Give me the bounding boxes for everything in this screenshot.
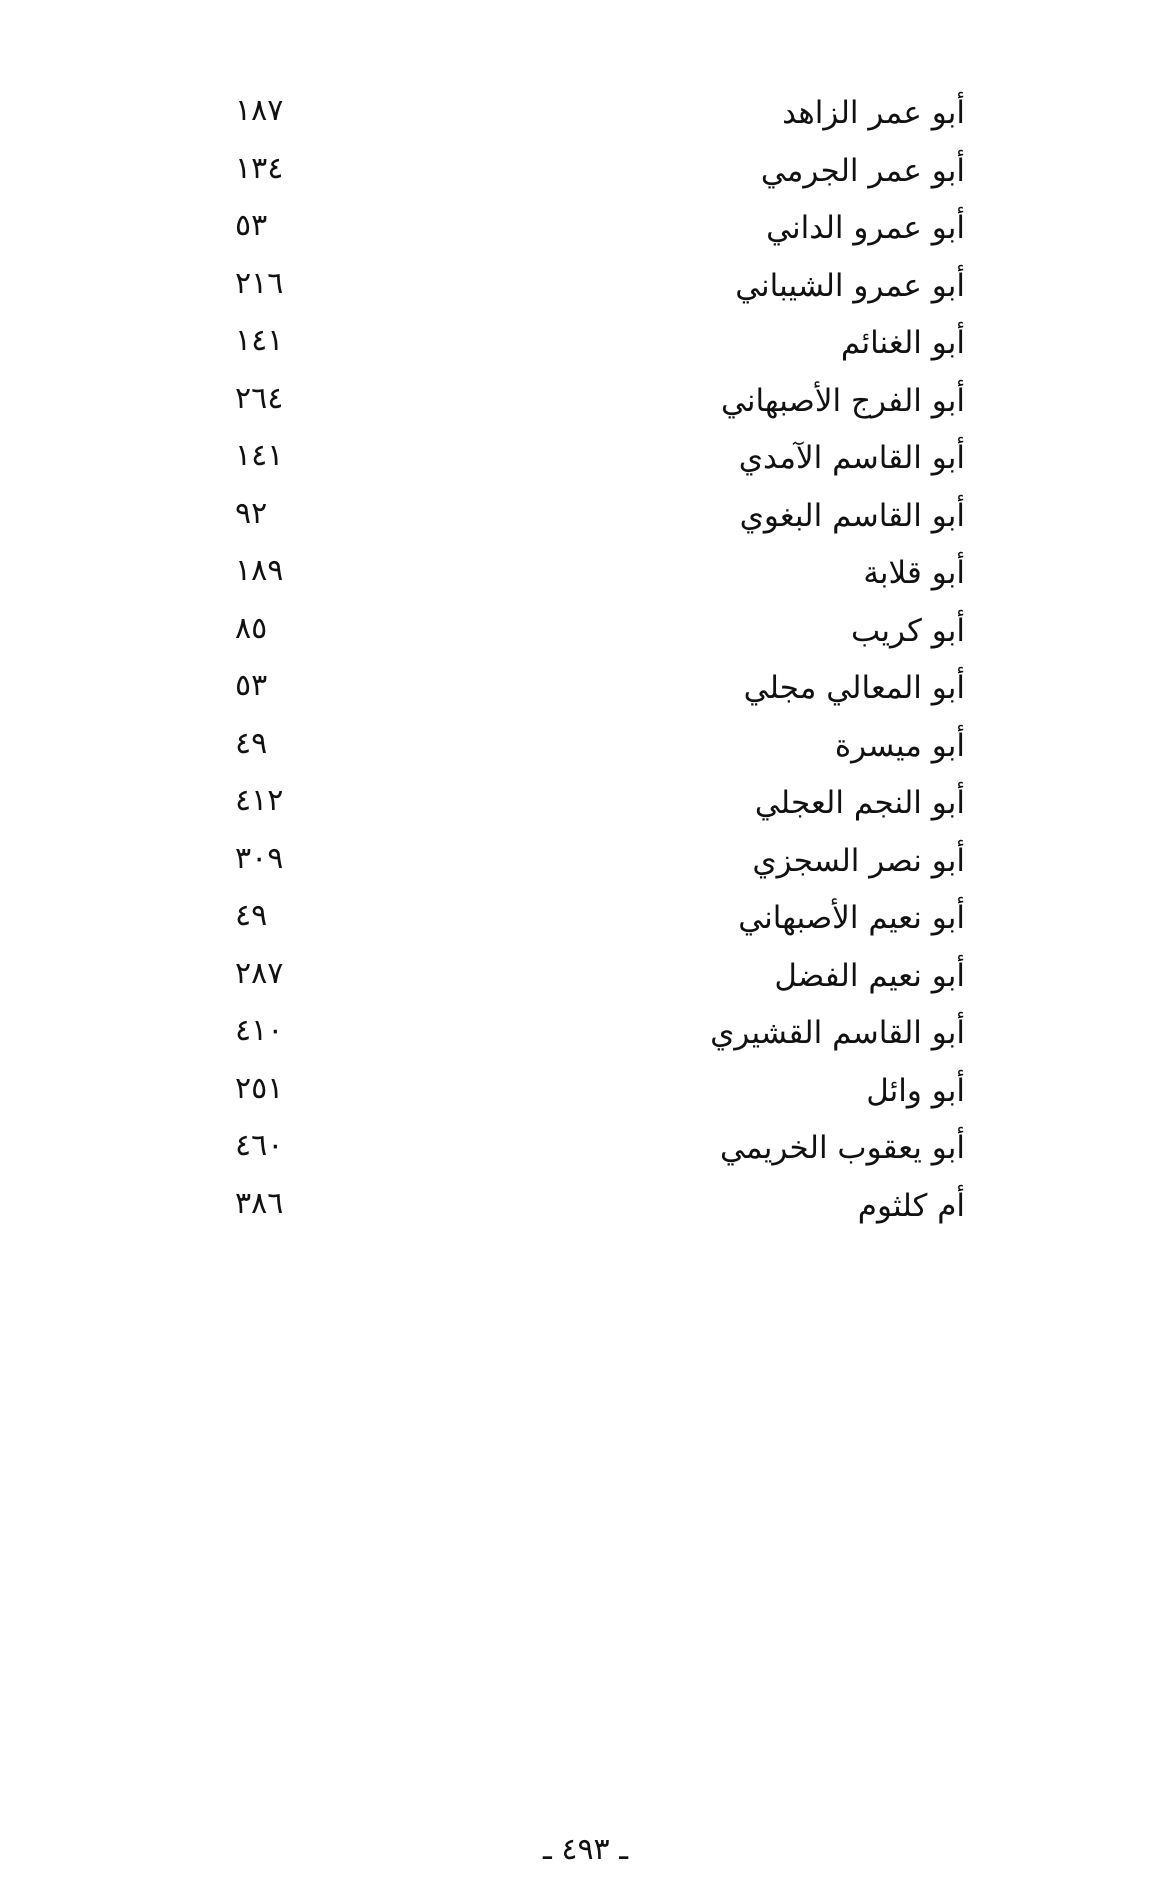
entry-name: أبو عمرو الداني: [766, 210, 965, 246]
entry-page-number: ٣٨٦: [235, 1185, 284, 1221]
entry-page-number: ١٤١: [235, 323, 284, 358]
entry-page-number: ١٤١: [235, 438, 284, 473]
entry-name: أبو يعقوب الخريمي: [720, 1130, 965, 1166]
index-entry: [225, 1120, 965, 1178]
entry-page-number: ١٨٩: [235, 553, 284, 588]
index-entry: [225, 833, 965, 891]
entry-name: أبو ميسرة: [834, 727, 965, 764]
index-entry: [225, 1178, 965, 1236]
entry-name: أبو القاسم الآمدي: [738, 440, 965, 476]
entry-page-number: ٢٥١: [235, 1070, 284, 1106]
entry-page-number: ٤٦٠: [235, 1128, 284, 1163]
entry-page-number: ٢٨٧: [235, 955, 284, 991]
entry-page-number: ٥٣: [235, 208, 268, 243]
entry-page-number: ٤٩: [235, 898, 268, 933]
entry-name: أبو وائل: [866, 1072, 965, 1109]
entry-name: أبو المعالي مجلي: [743, 670, 965, 706]
entry-name: أبو عمر الجرمي: [760, 152, 965, 189]
entry-page-number: ٤١٠: [235, 1013, 284, 1048]
index-entry: [225, 258, 965, 316]
index-entry: [225, 1063, 965, 1121]
index-list: [225, 85, 965, 1235]
entry-name: أبو عمرو الشيباني: [735, 267, 965, 304]
entry-page-number: ٢٦٤: [235, 380, 284, 416]
entry-page-number: ٤٩: [235, 725, 268, 761]
entry-name: أبو كريب: [850, 612, 965, 649]
entry-page-number: ١٣٤: [235, 150, 284, 186]
index-entry: [225, 315, 965, 373]
index-entry: [225, 948, 965, 1006]
index-entry: [225, 488, 965, 546]
entry-name: أبو نعيم الأصبهاني: [738, 900, 965, 936]
entry-name: أم كلثوم: [857, 1187, 965, 1224]
entry-name: أبو نصر السجزي: [752, 842, 965, 879]
entry-page-number: ٤١٢: [235, 783, 284, 818]
entry-page-number: ١٨٧: [235, 93, 284, 128]
index-entry: [225, 890, 965, 948]
entry-name: أبو نعيم الفضل: [774, 957, 965, 994]
index-entry: [225, 200, 965, 258]
index-entry: [225, 660, 965, 718]
index-entry: [225, 1005, 965, 1063]
index-entry: [225, 143, 965, 201]
entry-name: أبو النجم العجلي: [754, 785, 965, 821]
entry-page-number: ٣٠٩: [235, 840, 284, 876]
index-entry: [225, 545, 965, 603]
index-entry: [225, 718, 965, 776]
index-entry: [225, 603, 965, 661]
page-number: ـ ٤٩٣ ـ: [543, 1832, 628, 1867]
index-entry: [225, 373, 965, 431]
entry-name: أبو الغنائم: [840, 325, 965, 361]
index-entry: [225, 430, 965, 488]
entry-name: أبو عمر الزاهد: [782, 95, 965, 131]
entry-name: أبو قلابة: [863, 555, 965, 591]
entry-name: أبو القاسم القشيري: [710, 1015, 965, 1051]
index-entry: [225, 775, 965, 833]
entry-name: أبو القاسم البغوي: [739, 497, 965, 534]
entry-page-number: ٨٥: [235, 610, 268, 646]
entry-page-number: ٢١٦: [235, 265, 284, 301]
index-entry: [225, 85, 965, 143]
entry-name: أبو الفرج الأصبهاني: [721, 382, 965, 419]
entry-page-number: ٩٢: [235, 495, 268, 531]
entry-page-number: ٥٣: [235, 668, 268, 703]
